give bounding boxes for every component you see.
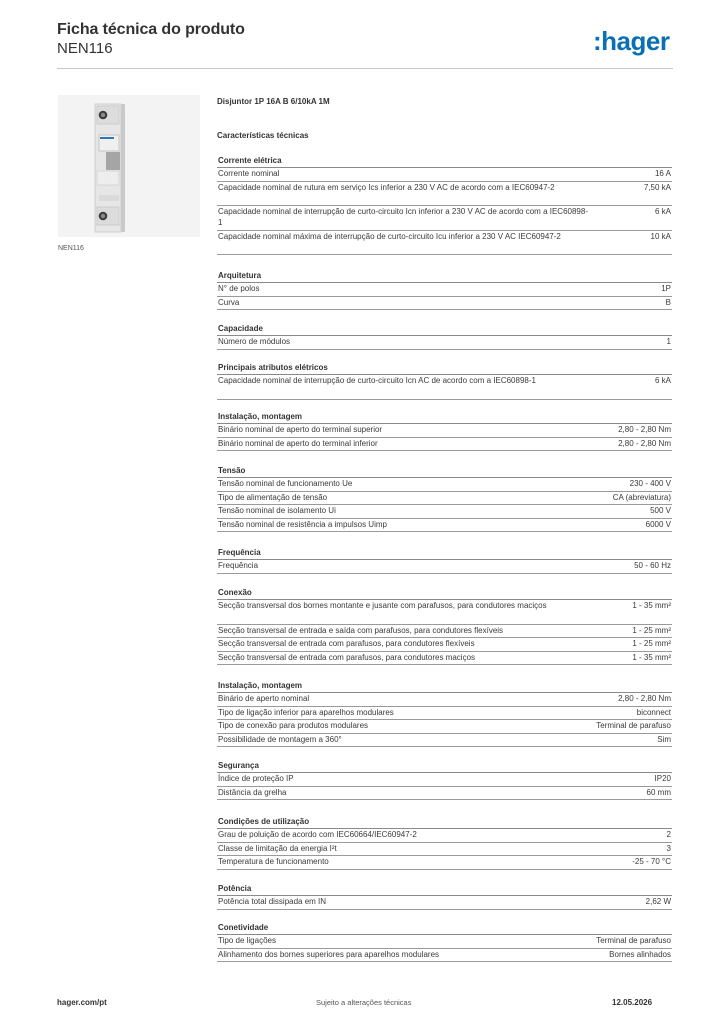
spec-label: N° de polos (218, 284, 260, 293)
spec-row (217, 283, 672, 297)
spec-label: Alinhamento dos bornes superiores para aparelhos modulares (218, 949, 440, 959)
spec-row (217, 297, 672, 311)
spec-label: Capacidade nominal de interrupção de curto-circuito Icn AC de acordo com a IEC60898-1 (218, 376, 536, 385)
footer-note: Sujeito a alterações técnicas (316, 998, 412, 1007)
image-caption: NEN116 (58, 245, 84, 252)
spec-label: Tipo de ligação inferior para aparelhos modulares (218, 707, 394, 717)
spec-value: 10 kA (650, 231, 671, 241)
section-title: Potência (217, 883, 672, 896)
footer-date: 12.05.2026 (612, 998, 653, 1007)
spec-row (217, 182, 672, 207)
spec-section (217, 362, 672, 400)
section-title: Tensão (217, 465, 672, 478)
section-title: Instalação, montagem (217, 411, 672, 424)
spec-row (217, 625, 672, 639)
spec-row (217, 856, 672, 870)
spec-label: Tensão nominal de resistência a impulsos Uimp (218, 519, 387, 529)
spec-value: 6 kA (654, 376, 671, 385)
svg-text::hager: :hager (593, 26, 670, 56)
spec-label: Binário nominal de aperto do terminal superior (218, 425, 383, 434)
spec-section (217, 411, 672, 451)
spec-value: 230 - 400 V (629, 479, 671, 488)
spec-row (217, 935, 672, 949)
spec-value: Terminal de parafuso (596, 721, 671, 730)
spec-label: Possibilidade de montagem a 360° (218, 734, 342, 744)
spec-row (217, 600, 672, 625)
spec-label: Índice de proteção IP (218, 774, 294, 783)
spec-row (217, 505, 672, 519)
spec-row (217, 652, 672, 666)
spec-label: Potência total dissipada em IN (218, 897, 327, 906)
spec-row (217, 492, 672, 506)
section-title: Principais atributos elétricos (217, 362, 672, 375)
spec-section (217, 270, 672, 310)
spec-value: biconnect (636, 707, 671, 717)
spec-label: Grau de poluição de acordo com IEC60664/IEC60947-2 (218, 830, 417, 839)
spec-section (217, 155, 672, 255)
spec-row (217, 707, 672, 721)
spec-value: 60 mm (646, 787, 671, 797)
spec-label: Binário de aperto nominal (218, 694, 310, 703)
spec-value: 7,50 kA (643, 182, 671, 192)
spec-label: Capacidade nominal máxima de interrupção de curto-circuito Icu inferior a 230 V AC IEC60947-2 (218, 231, 561, 241)
spec-row (217, 168, 672, 182)
spec-value: 50 - 60 Hz (634, 561, 671, 570)
spec-value: 1 - 25 mm² (632, 639, 671, 648)
section-title: Condições de utilização (217, 816, 672, 829)
spec-value: 6000 V (645, 519, 671, 529)
spec-row (217, 478, 672, 492)
spec-section (217, 323, 672, 350)
spec-label: Secção transversal dos bornes montante e jusante com parafusos, para condutores maciços (218, 601, 547, 610)
spec-row (217, 519, 672, 533)
spec-label: Curva (218, 297, 240, 307)
spec-label: Tensão nominal de funcionamento Ue (218, 479, 353, 488)
section-title: Segurança (217, 760, 672, 773)
spec-row (217, 773, 672, 787)
section-title: Corrente elétrica (217, 155, 672, 168)
technical-characteristics-heading: Características técnicas (217, 131, 309, 140)
spec-label: Tipo de conexão para produtos modulares (218, 721, 369, 730)
spec-label: Temperatura de funcionamento (218, 857, 329, 866)
spec-value: 2,62 W (645, 897, 671, 906)
spec-label: Tipo de alimentação de tensão (218, 492, 328, 502)
spec-value: 1P (661, 284, 671, 293)
spec-value: 2,80 - 2,80 Nm (618, 438, 671, 448)
spec-value: 2,80 - 2,80 Nm (618, 694, 671, 703)
spec-row (217, 638, 672, 652)
section-title: Conexão (217, 587, 672, 600)
spec-value: 6 kA (654, 207, 671, 216)
spec-label: Secção transversal de entrada com parafusos, para condutores maciços (218, 652, 476, 662)
spec-value: 3 (666, 843, 671, 853)
section-title: Frequência (217, 547, 672, 560)
spec-row (217, 336, 672, 350)
spec-row (217, 206, 672, 231)
spec-section (217, 922, 672, 962)
spec-row (217, 949, 672, 963)
spec-value: 500 V (650, 506, 671, 515)
spec-section (217, 883, 672, 910)
spec-label: Secção transversal de entrada com parafusos, para condutores flexíveis (218, 639, 475, 648)
spec-label: Número de módulos (218, 337, 291, 346)
spec-row (217, 424, 672, 438)
spec-value: CA (abreviatura) (612, 492, 671, 502)
footer-website: hager.com/pt (57, 998, 107, 1007)
spec-value: -25 - 70 °C (632, 857, 671, 866)
spec-value: Sim (657, 734, 671, 744)
section-title: Arquitetura (217, 270, 672, 283)
hager-logo (593, 26, 675, 60)
spec-value: 16 A (654, 169, 671, 178)
spec-label: Capacidade nominal de rutura em serviço Ics inferior a 230 V AC de acordo com a IEC60947-2 (218, 182, 555, 192)
product-name: Disjuntor 1P 16A B 6/10kA 1M (217, 97, 330, 106)
section-title: Instalação, montagem (217, 680, 672, 693)
spec-value: 1 (666, 337, 671, 346)
spec-value: 2,80 - 2,80 Nm (618, 425, 671, 434)
spec-section (217, 547, 672, 574)
spec-label: Corrente nominal (218, 169, 280, 178)
spec-label: Tensão nominal de isolamento Ui (218, 506, 336, 515)
spec-label: Classe de limitação da energia I²t (218, 843, 337, 853)
spec-value: 1 - 25 mm² (632, 625, 671, 635)
spec-label: Distância da grelha (218, 787, 287, 797)
spec-row (217, 787, 672, 801)
header-divider (57, 68, 673, 69)
spec-value: 1 - 35 mm² (632, 652, 671, 662)
spec-section (217, 465, 672, 532)
spec-value: IP20 (654, 774, 671, 783)
spec-section (217, 760, 672, 800)
spec-row (217, 896, 672, 910)
spec-value: 2 (666, 830, 671, 839)
spec-row (217, 438, 672, 452)
spec-value: 1 - 35 mm² (632, 601, 671, 610)
spec-value: Bornes alinhados (609, 949, 671, 959)
spec-row (217, 560, 672, 574)
spec-value: B (665, 297, 671, 307)
spec-row (217, 231, 672, 256)
spec-row (217, 720, 672, 734)
spec-row (217, 734, 672, 748)
spec-label: Frequência (218, 561, 259, 570)
spec-row (217, 693, 672, 707)
spec-section (217, 680, 672, 747)
spec-value: Terminal de parafuso (596, 936, 671, 945)
spec-label: Secção transversal de entrada e saída com parafusos, para condutores flexíveis (218, 625, 504, 635)
section-title: Capacidade (217, 323, 672, 336)
spec-label: Capacidade nominal de interrupção de curto-circuito Icn inferior a 230 V AC de acordo com a IEC60898-1 (218, 207, 588, 227)
spec-label: Binário nominal de aperto do terminal inferior (218, 438, 378, 448)
section-title: Conetividade (217, 922, 672, 935)
spec-row (217, 375, 672, 400)
circuit-breaker-image (58, 95, 200, 237)
spec-section (217, 816, 672, 870)
spec-section (217, 587, 672, 665)
page-title: Ficha técnica do produto (57, 21, 245, 38)
spec-label: Tipo de ligações (218, 936, 276, 945)
spec-row (217, 829, 672, 843)
product-code: NEN116 (57, 40, 113, 57)
spec-row (217, 843, 672, 857)
